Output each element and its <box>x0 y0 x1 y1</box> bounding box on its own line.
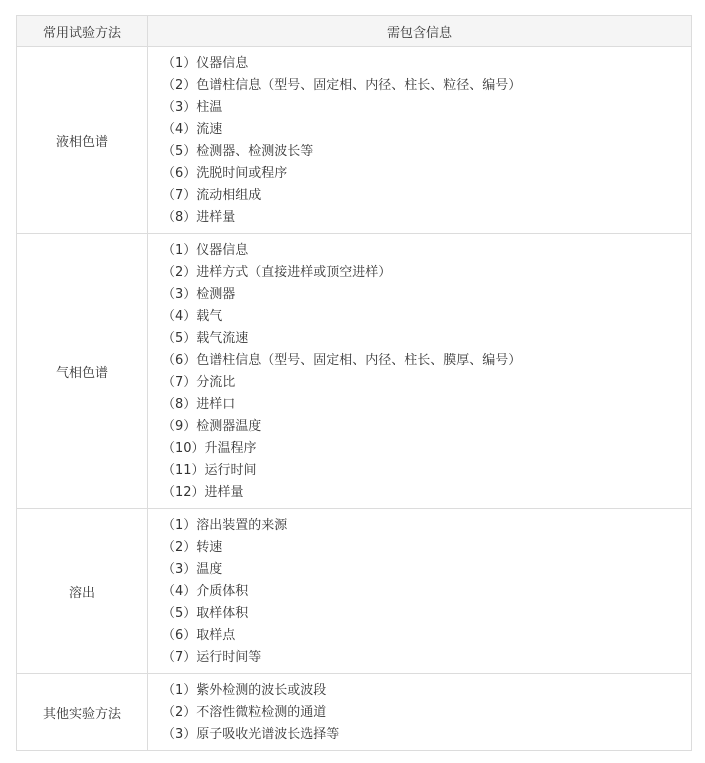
table-row <box>17 674 692 751</box>
methods-table <box>16 15 692 751</box>
info-item: （1）仪器信息 <box>162 56 249 71</box>
info-cell <box>148 234 692 509</box>
methods-table-container <box>16 15 691 751</box>
info-item: （1）紫外检测的波长或波段 <box>162 683 327 698</box>
info-item: （2）不溶性微粒检测的通道 <box>162 705 327 720</box>
header-info: 需包含信息 <box>148 16 692 47</box>
info-item: （5）检测器、检测波长等 <box>162 144 314 159</box>
info-item: （8）进样量 <box>162 210 236 225</box>
info-item: （6）洗脱时间或程序 <box>162 166 288 181</box>
info-item: （3）检测器 <box>162 287 236 302</box>
header-method: 常用试验方法 <box>17 16 148 47</box>
info-item: （3）温度 <box>162 562 223 577</box>
info-item: （2）色谱柱信息（型号、固定相、内径、柱长、粒径、编号） <box>162 78 522 93</box>
info-item: （9）检测器温度 <box>162 419 262 434</box>
info-item: （3）原子吸收光谱波长选择等 <box>162 727 340 742</box>
info-item: （6）色谱柱信息（型号、固定相、内径、柱长、膜厚、编号） <box>162 353 522 368</box>
info-item: （5）载气流速 <box>162 331 249 346</box>
info-item: （7）运行时间等 <box>162 650 262 665</box>
info-item: （10）升温程序 <box>162 441 257 456</box>
info-item: （3）柱温 <box>162 100 223 115</box>
info-item: （7）流动相组成 <box>162 188 262 203</box>
method-cell: 液相色谱 <box>17 47 148 234</box>
info-item: （12）进样量 <box>162 485 244 500</box>
info-item: （4）载气 <box>162 309 223 324</box>
info-item: （11）运行时间 <box>162 463 257 478</box>
info-item: （7）分流比 <box>162 375 236 390</box>
info-item: （1）溶出装置的来源 <box>162 518 288 533</box>
header-row <box>17 16 692 47</box>
info-item: （2）进样方式（直接进样或顶空进样） <box>162 265 392 280</box>
info-item: （8）进样口 <box>162 397 236 412</box>
info-cell <box>148 509 692 674</box>
table-header <box>17 16 692 47</box>
table-row <box>17 47 692 234</box>
info-cell <box>148 674 692 751</box>
method-cell: 气相色谱 <box>17 234 148 509</box>
info-item: （5）取样体积 <box>162 606 249 621</box>
info-item: （2）转速 <box>162 540 223 555</box>
info-item: （4）介质体积 <box>162 584 249 599</box>
table-row <box>17 509 692 674</box>
info-cell <box>148 47 692 234</box>
method-cell: 其他实验方法 <box>17 674 148 751</box>
table-body <box>17 47 692 751</box>
info-item: （1）仪器信息 <box>162 243 249 258</box>
info-item: （6）取样点 <box>162 628 236 643</box>
method-cell: 溶出 <box>17 509 148 674</box>
info-item: （4）流速 <box>162 122 223 137</box>
table-row <box>17 234 692 509</box>
